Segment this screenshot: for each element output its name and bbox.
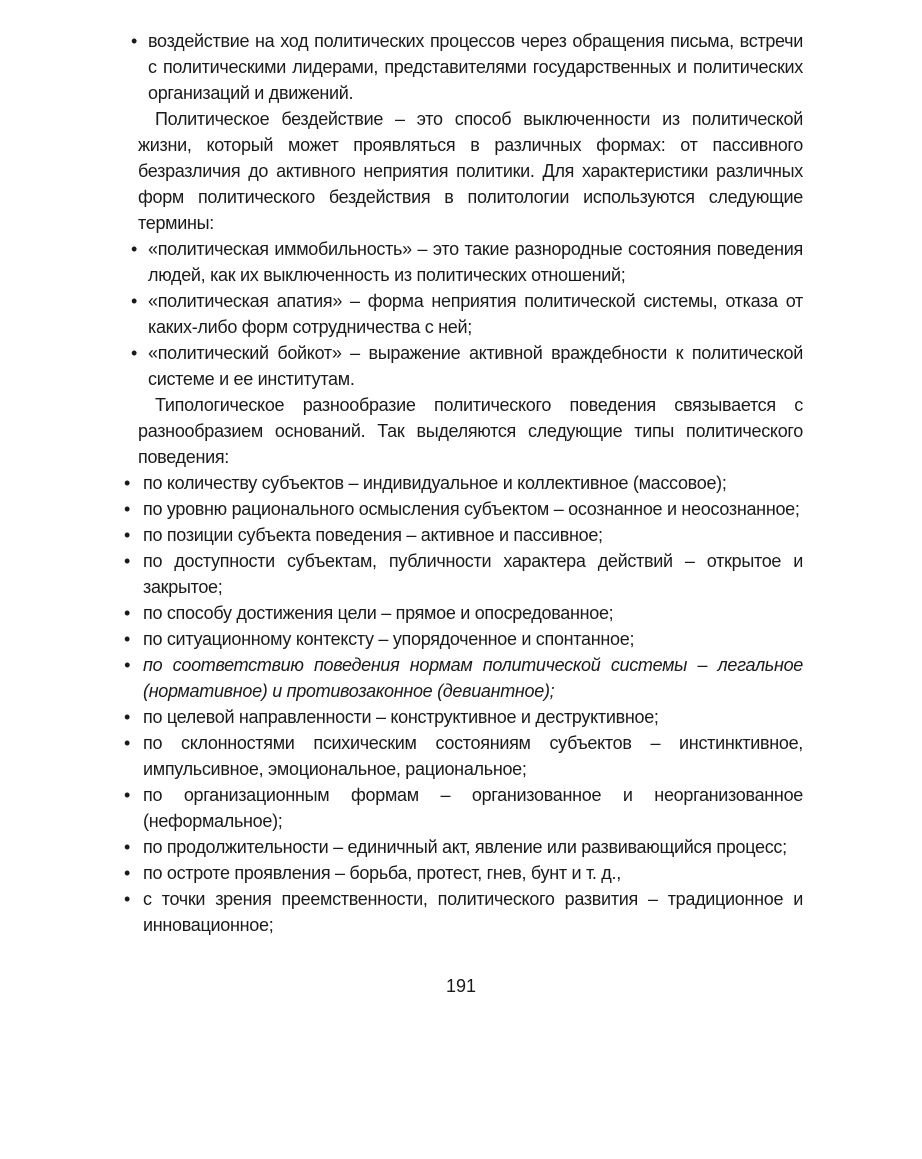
list-item: [124, 470, 803, 496]
page-body: [124, 28, 803, 938]
list-item: [124, 834, 803, 860]
list-item: [124, 522, 803, 548]
bullet-marker: •: [124, 707, 131, 727]
bullet-marker: •: [124, 837, 131, 857]
bullet-marker: •: [124, 655, 131, 675]
bullet-marker: •: [124, 473, 131, 493]
list-item-text: по соответствию поведения нормам политической системы – легальное (нормативное) и противозаконное (девиантное);: [143, 655, 803, 701]
list-item-text: по продолжительности – единичный акт, явление или развивающийся процесс;: [143, 837, 787, 857]
bullet-marker: •: [131, 239, 138, 259]
bullet-marker: •: [124, 889, 131, 909]
list-item-text: по остроте проявления – борьба, протест, гнев, бунт и т. д.,: [143, 863, 621, 883]
bullet-marker: •: [131, 291, 138, 311]
list-item-text: по ситуационному контексту – упорядоченное и спонтанное;: [143, 629, 635, 649]
list-item: [131, 236, 803, 288]
list-item: [124, 626, 803, 652]
list-item: [124, 652, 803, 704]
list-item-text: «политическая иммобильность» – это такие разнородные состояния поведения людей, как их выключенность из политических отношений;: [148, 239, 803, 285]
paragraph-typology: Типологическое разнообразие политического поведения связывается с разнообразием оснований. Так выделяются следующие типы политического поведения:: [138, 395, 803, 467]
list-item-text: воздействие на ход политических процессов через обращения письма, встречи с политическими лидерами, представителями государственных и политических организаций и движений.: [148, 31, 803, 103]
list-item-text: по организационным формам – организованное и неорганизованное (неформальное);: [143, 785, 803, 831]
list-item: [131, 288, 803, 340]
list-item-text: по уровню рационального осмысления субъектом – осознанное и неосознанное;: [143, 499, 800, 519]
bullet-marker: •: [124, 733, 131, 753]
list-item: [124, 886, 803, 938]
intro-list-item: [131, 28, 803, 106]
list-item-text: по позиции субъекта поведения – активное и пассивное;: [143, 525, 603, 545]
bullet-marker: •: [124, 525, 131, 545]
inaction-terms-list: [131, 236, 803, 392]
list-item-text: по целевой направленности – конструктивное и деструктивное;: [143, 707, 659, 727]
list-item: [124, 496, 803, 522]
behavior-types-list: [124, 470, 803, 938]
bullet-marker: •: [124, 629, 131, 649]
page-number: 191: [445, 976, 477, 996]
list-item: [124, 860, 803, 886]
paragraph-political-inaction: Политическое бездействие – это способ выключенности из политической жизни, который может проявляться в различных формах: от пассивного безразличия до активного неприятия политики. Для характеристики различных форм политического бездействия в политологии используются следующие термины:: [138, 109, 803, 233]
list-item-text: по способу достижения цели – прямое и опосредованное;: [143, 603, 614, 623]
list-item: [124, 548, 803, 600]
list-item-text: по склонностями психическим состояниям субъектов – инстинктивное, импульсивное, эмоциональное, рациональное;: [143, 733, 803, 779]
list-item: [124, 600, 803, 626]
bullet-marker: •: [131, 343, 138, 363]
list-item: [131, 340, 803, 392]
bullet-marker: •: [124, 603, 131, 623]
list-item: [124, 704, 803, 730]
list-item-text: «политическая апатия» – форма неприятия политической системы, отказа от каких-либо форм сотрудничества с ней;: [148, 291, 803, 337]
list-item: [124, 782, 803, 834]
list-item-text: по количеству субъектов – индивидуальное и коллективное (массовое);: [143, 473, 727, 493]
list-item: [124, 730, 803, 782]
bullet-marker: •: [124, 499, 131, 519]
list-item-text: «политический бойкот» – выражение активной враждебности к политической системе и ее институтам.: [148, 343, 803, 389]
bullet-marker: •: [124, 785, 131, 805]
bullet-marker: •: [131, 31, 138, 51]
bullet-marker: •: [124, 863, 131, 883]
bullet-marker: •: [124, 551, 131, 571]
list-item-text: по доступности субъектам, публичности характера действий – открытое и закрытое;: [143, 551, 803, 597]
list-item-text: с точки зрения преемственности, политического развития – традиционное и инновационное;: [143, 889, 803, 935]
